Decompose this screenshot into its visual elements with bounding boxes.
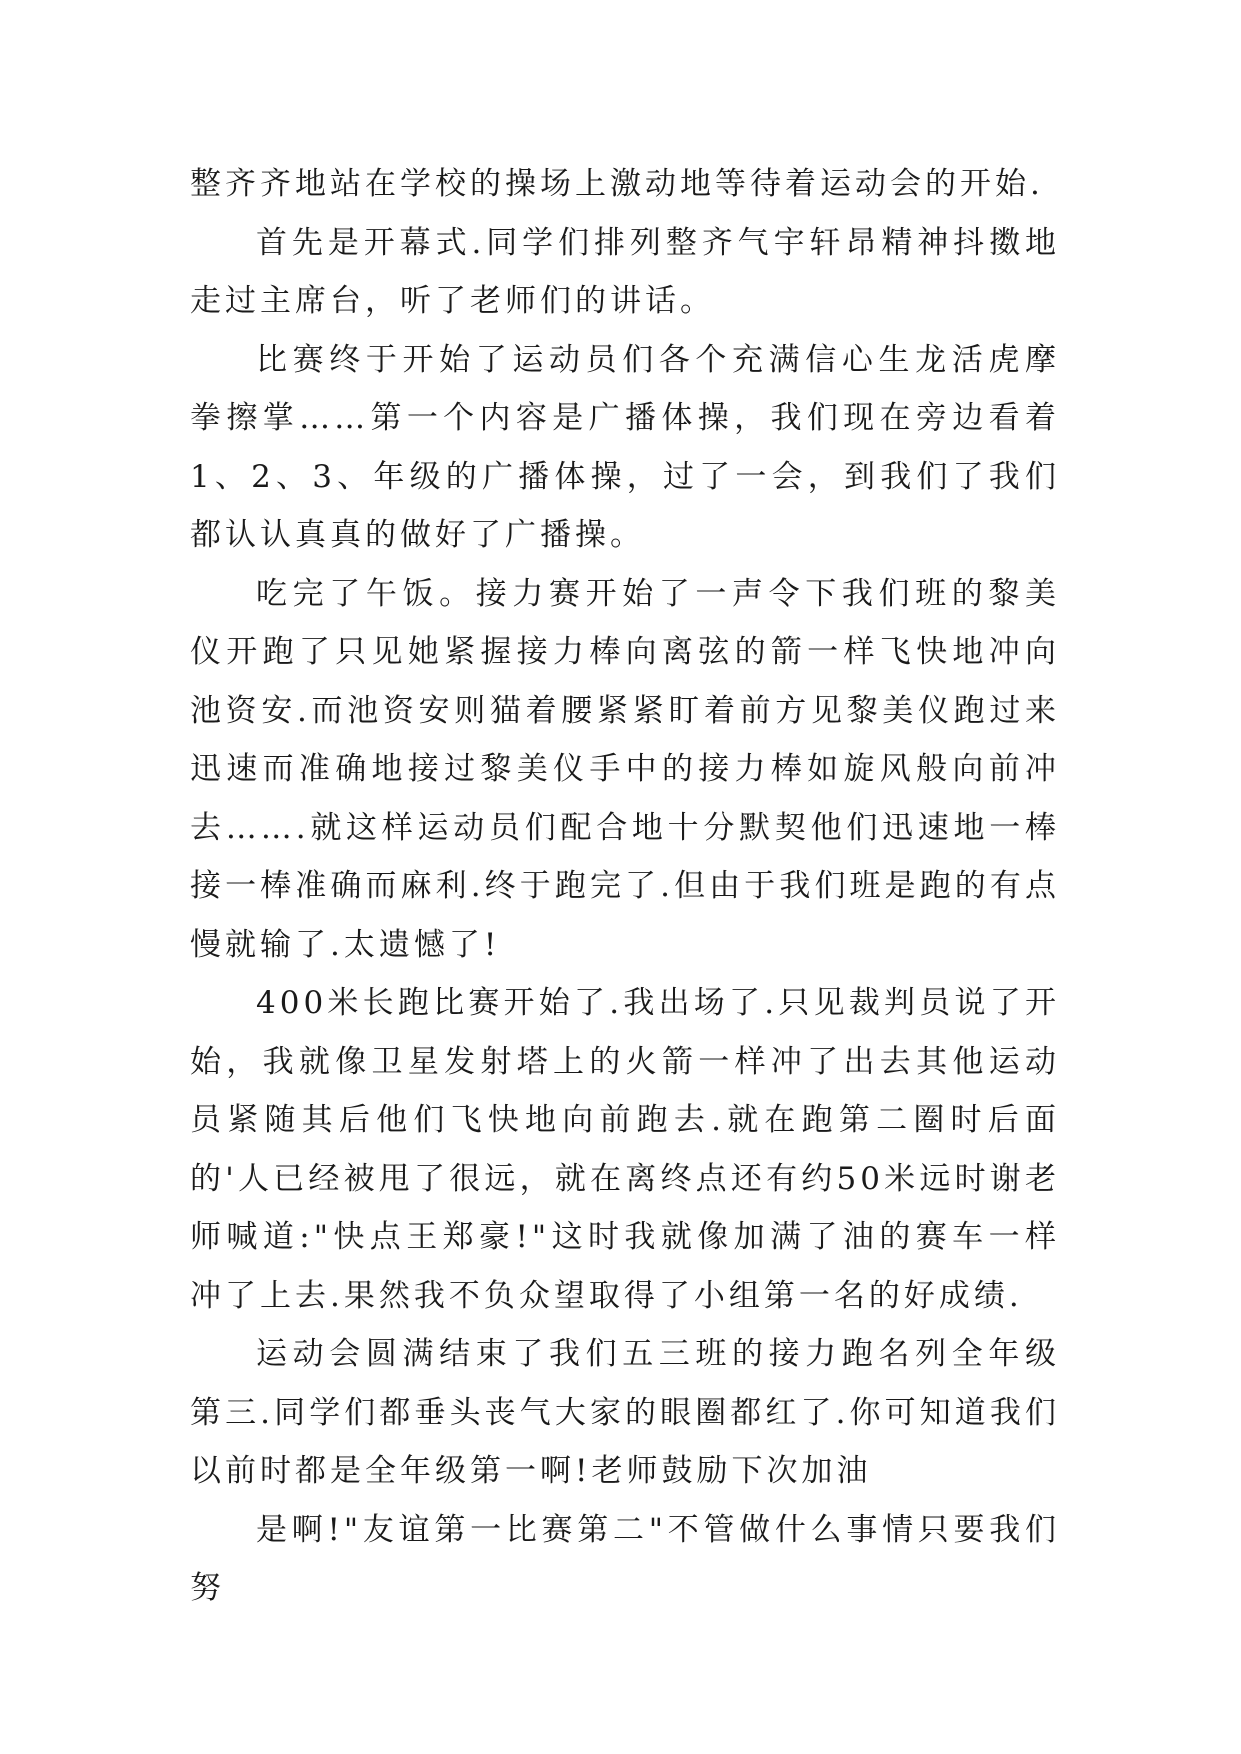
paragraph-1: 整齐齐地站在学校的操场上激动地等待着运动会的开始. [190,166,1044,202]
document-body [190,155,1060,1618]
paragraph-4: 吃完了午饭。接力赛开始了一声令下我们班的黎美仪开跑了只见她紧握接力棒向离弦的箭一样飞快地冲向池资安.而池资安则猫着腰紧紧盯着前方见黎美仪跑过来迅速而准确地接过黎美仪手中的接力棒如旋风般向前冲去…….就这样运动员们配合地十分默契他们迅速地一棒接一棒准确而麻利.终于跑完了.但由于我们班是跑的有点慢就输了.太遗憾了! [190,575,1060,963]
paragraph-7: 是啊!"友谊第一比赛第二"不管做什么事情只要我们努 [190,1511,1060,1606]
paragraph-6: 运动会圆满结束了我们五三班的接力跑名列全年级第三.同学们都垂头丧气大家的眼圈都红了.你可知道我们以前时都是全年级第一啊!老师鼓励下次加油 [190,1336,1060,1489]
paragraph-2: 首先是开幕式.同学们排列整齐气宇轩昂精神抖擞地走过主席台，听了老师们的讲话。 [190,224,1060,319]
paragraph-5: 400米长跑比赛开始了.我出场了.只见裁判员说了开始，我就像卫星发射塔上的火箭一样冲了出去其他运动员紧随其后他们飞快地向前跑去.就在跑第二圈时后面的'人已经被甩了很远，就在离终点还有约50米远时谢老师喊道:"快点王郑豪!"这时我就像加满了油的赛车一样冲了上去.果然我不负众望取得了小组第一名的好成绩. [190,985,1060,1314]
paragraph-3: 比赛终于开始了运动员们各个充满信心生龙活虎摩拳擦掌……第一个内容是广播体操，我们现在旁边看着1、2、3、年级的广播体操，过了一会，到我们了我们都认认真真的做好了广播操。 [190,341,1060,553]
